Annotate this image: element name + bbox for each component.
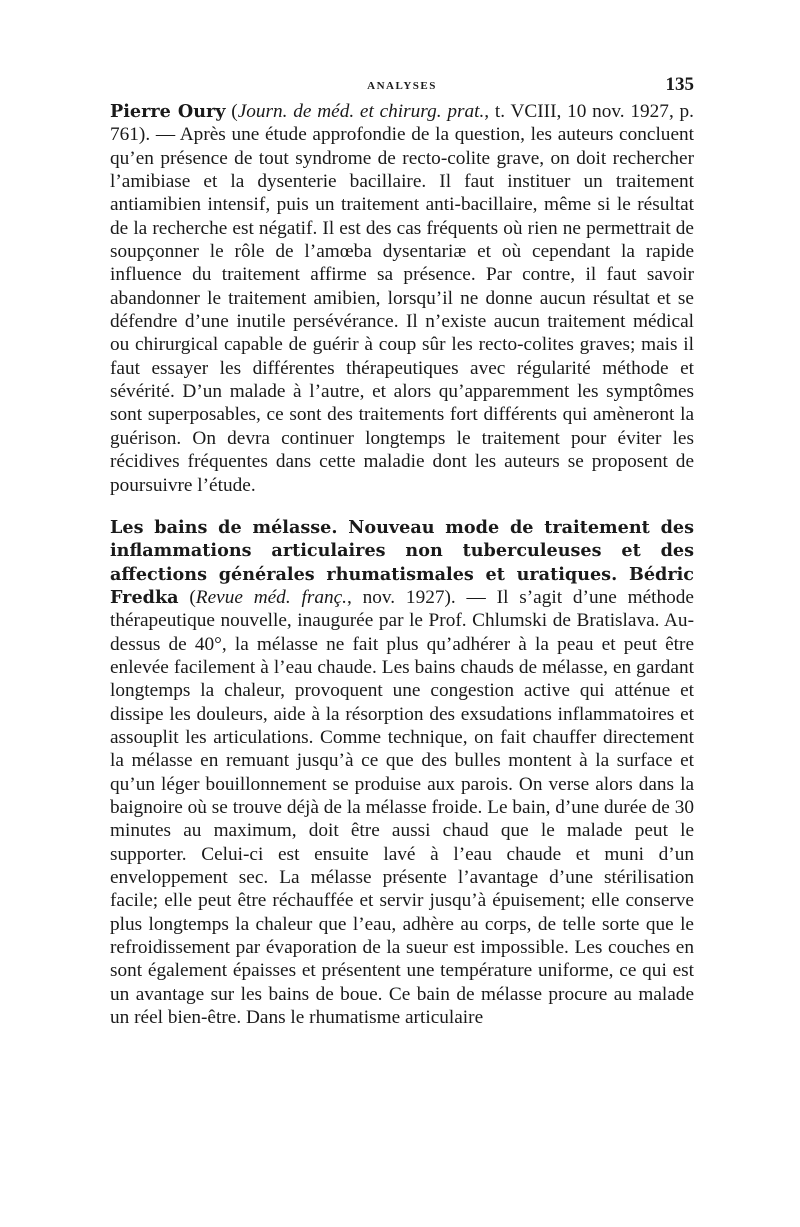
- entry-source: Journ. de méd. et chirurg. prat.: [237, 101, 485, 122]
- document-page: [110, 72, 694, 1029]
- entry-source-details: , nov. 1927).: [346, 586, 456, 608]
- abstract-entry-oury: [110, 100, 694, 497]
- source-open: (: [225, 101, 238, 122]
- source-open: (: [178, 586, 196, 608]
- entry-title: Les bains de mélasse. Nouveau mode de traitement des inflammations articulaires non tuberculeuses et des affections générales rhumatismales et uratiques. Bédric Fredka: [110, 516, 694, 608]
- entry-source: Revue méd. franç.: [195, 586, 347, 608]
- entry-author: Pierre Oury: [110, 101, 226, 122]
- entry-body: — Il s’agit d’une méthode thérapeutique nouvelle, inaugurée par le Prof. Chlumski de Bratislava. Au-dessus de 40°, la mélasse ne fait plus qu’adhérer à la peau et peut être enlevée facilement à l’eau chaude. Les bains chauds de mélasse, en gardant longtemps la chaleur, provoquent une congestion active qui atténue et dissipe les douleurs, aide à la résorption des exsudations inflammatoires et assouplit les articulations. Comme technique, on fait chauffer directement la mélasse en remuant jusqu’à ce que des bulles montent à la surface et qu’un léger bouillonnement se produise aux parois. On verse alors dans la baignoire où se trouve déjà de la mélasse froide. Le bain, d’une durée de 30 minutes au maximum, doit être aussi chaud que le malade peut le supporter. Celui-ci est ensuite lavé à l’eau chaude et muni d’un enveloppement sec. La mélasse présente l’avantage d’une stérilisation facile; elle peut être réchauffée et servir jusqu’à épuisement; elle conserve plus longtemps la chaleur que l’eau, adhère au corps, de telle sorte que le refroidissement par évaporation de la sueur est impossible. Les couches en sont également épaisses et présentent une température uniforme, ce qui est un avantage sur les bains de boue. Ce bain de mélasse procure au malade un réel bien-être. Dans le rhumatisme articulaire: [110, 586, 694, 1029]
- abstract-entry-fredka: [110, 516, 694, 1030]
- running-head: [110, 72, 694, 100]
- entry-body: — Après une étude approfondie de la question, les auteurs concluent qu’en présence de tout syndrome de recto-colite grave, on doit rechercher l’amibiase et la dysenterie bacillaire. Il faut instituer un traitement antiamibien intensif, puis un traitement anti-bacillaire, même si le résultat de la recherche est négatif. Il est des cas fréquents où rien ne permettrait de soupçonner le rôle de l’amœba dysentariæ et où cependant la rapide influence du traitement affirme sa présence. Par contre, il faut savoir abandonner le traitement amibien, lorsqu’il ne donne aucun résultat et se défendre d’une inutile persévérance. Il n’existe aucun traitement médical ou chirurgical capable de guérir à coup sûr les recto-colites graves; mais il faut essayer les différentes thérapeutiques avec régularité méthode et sévérité. D’un malade à l’autre, et alors qu’apparemment les symptômes sont superposables, ce sont des traitements fort différents qui amèneront la guérison. On devra continuer longtemps le traitement pour éviter les récidives fréquentes dans cette maladie dont les auteurs se proposent de poursuivre l’étude.: [110, 124, 694, 496]
- page-number: 135: [665, 74, 694, 95]
- running-title: ANALYSES: [367, 80, 437, 92]
- entry-source-details: , t. VCIII, 10 nov. 1927, p. 761).: [110, 101, 694, 146]
